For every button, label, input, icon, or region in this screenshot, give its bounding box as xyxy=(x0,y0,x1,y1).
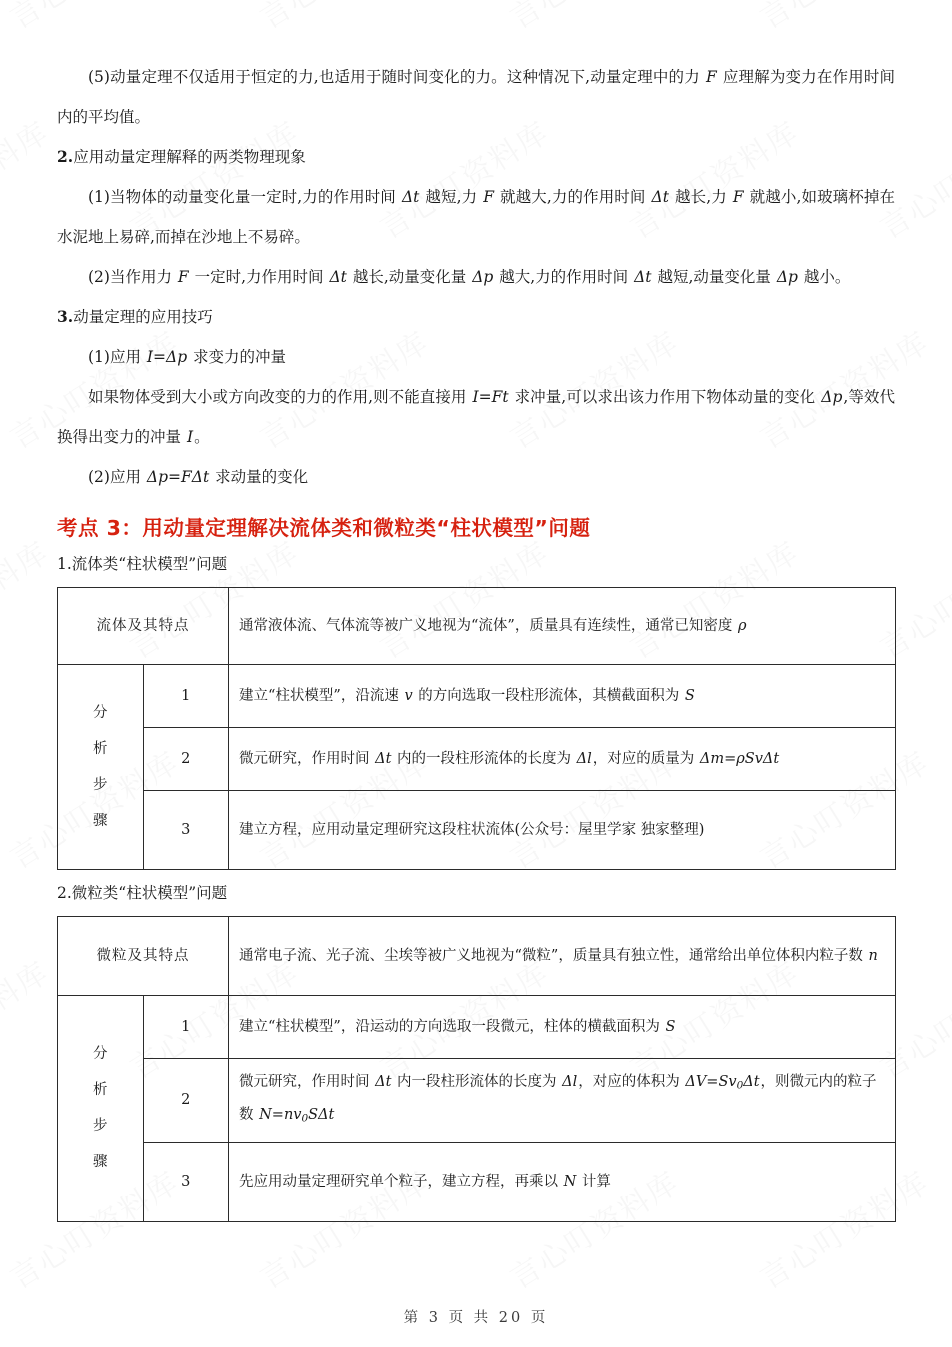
paragraph-5-prefix: (5)动量定理不仅适用于恒定的力,也适用于随时间变化的力。这种情况下,动量定理中的力 xyxy=(88,68,705,86)
table-1-heading-number: 1. xyxy=(57,555,72,573)
section-3-body: 如果物体受到大小或方向改变的力的作用,则不能直接用 I=Ft 求冲量,可以求出该力作用下物体动量的变化 Δp,等效代换得出变力的冲量 I。 xyxy=(57,388,895,446)
table-2-step-index: 1 xyxy=(143,996,229,1059)
kaodian-3-heading: 考点 3：用动量定理解决流体类和微粒类“柱状模型”问题 xyxy=(57,516,591,540)
paragraph-5 xyxy=(57,57,895,137)
table-row xyxy=(58,665,896,728)
section-3-number: 3. xyxy=(57,307,74,326)
table-1-step-index: 1 xyxy=(143,665,229,728)
table-1-step-index: 2 xyxy=(143,728,229,791)
table-row xyxy=(58,996,896,1059)
section-2-title: 应用动量定理解释的两类物理现象 xyxy=(73,148,306,166)
section-2-item-2: (2)当作用力 F 一定时,力作用时间 Δt 越长,动量变化量 Δp 越大,力的作用时间 Δt 越短,动量变化量 Δp 越小。 xyxy=(88,268,851,286)
section-3-heading xyxy=(57,297,895,337)
section-2-item-1: (1)当物体的动量变化量一定时,力的作用时间 Δt 越短,力 F 就越大,力的作用时间 Δt 越长,力 F 就越小,如玻璃杯掉在水泥地上易碎,而掉在沙地上不易碎。 xyxy=(57,188,895,246)
section-3-sub-1-prefix: (1)应用 xyxy=(88,348,146,366)
table-2-row-label-body: 通常电子流、光子流、尘埃等被广义地视为“微粒”，质量具有独立性，通常给出单位体积内粒子数 n xyxy=(229,917,896,996)
table-2-heading-text: 微粒类“柱状模型”问题 xyxy=(71,884,228,902)
table-2-row-label: 微粒及其特点 xyxy=(58,917,229,996)
table-2-step-body: 先应用动量定理研究单个粒子，建立方程，再乘以 N 计算 xyxy=(229,1142,896,1221)
table-1-heading-text: 流体类“柱状模型”问题 xyxy=(71,555,228,573)
table-row xyxy=(58,1059,896,1143)
table-row xyxy=(58,1142,896,1221)
section-3-sub-1-formula: I=Δp xyxy=(146,348,188,366)
fluid-column-model-table xyxy=(57,587,896,870)
table-1-row-label: 流体及其特点 xyxy=(58,588,229,665)
table-2-heading-number: 2. xyxy=(57,884,72,902)
table-row xyxy=(58,917,896,996)
section-2-heading xyxy=(57,137,895,177)
table-row xyxy=(58,588,896,665)
table-1-step-index: 3 xyxy=(143,791,229,870)
table-2-step-body: 微元研究，作用时间 Δt 内一段柱形流体的长度为 Δl，对应的体积为 $\Delta V=Sv_0\Delta t$，则微元内的粒子数 $N=nv_0S\Delta t$ xyxy=(229,1059,896,1143)
table-1-step-body: 建立方程，应用动量定理研究这段柱状流体(公众号：屋里学家 独家整理) xyxy=(229,791,896,870)
section-3-sub-2-suffix: 求动量的变化 xyxy=(210,468,309,486)
table-2-step-index: 2 xyxy=(143,1059,229,1143)
table-1-step-body: 建立“柱状模型”，沿流速 v 的方向选取一段柱形流体，其横截面积为 S xyxy=(229,665,896,728)
section-3-title: 动量定理的应用技巧 xyxy=(73,308,213,326)
page-footer: 第 3 页 共 20 页 xyxy=(403,1310,549,1326)
section-3-sub-1-suffix: 求变力的冲量 xyxy=(188,348,287,366)
paragraph-5-var-F: F xyxy=(705,68,717,86)
table-1-vertical-label: 分 析 步 骤 xyxy=(58,665,144,870)
table-1-step-body: 微元研究，作用时间 Δt 内的一段柱形流体的长度为 Δl，对应的质量为 Δm=ρSvΔt xyxy=(229,728,896,791)
section-3-sub-2-formula: Δp=FΔt xyxy=(146,468,210,486)
paragraph-5-suffix: 应理解为变力在作用时间内的平均值。 xyxy=(57,68,895,126)
table-2-heading xyxy=(57,878,895,908)
particle-column-model-table xyxy=(57,916,896,1222)
table-row xyxy=(58,791,896,870)
table-2-step-index: 3 xyxy=(143,1142,229,1221)
section-2-number: 2. xyxy=(57,147,74,166)
section-3-sub-2 xyxy=(57,457,895,497)
table-2-step-body: 建立“柱状模型”，沿运动的方向选取一段微元，柱体的横截面积为 S xyxy=(229,996,896,1059)
table-row xyxy=(58,728,896,791)
table-1-row-label-body: 通常液体流、气体流等被广义地视为“流体”，质量具有连续性，通常已知密度 ρ xyxy=(229,588,896,665)
table-2-vertical-label: 分 析 步 骤 xyxy=(58,996,144,1222)
table-1-heading xyxy=(57,549,895,579)
section-3-sub-2-prefix: (2)应用 xyxy=(88,468,146,486)
section-3-sub-1 xyxy=(57,337,895,377)
